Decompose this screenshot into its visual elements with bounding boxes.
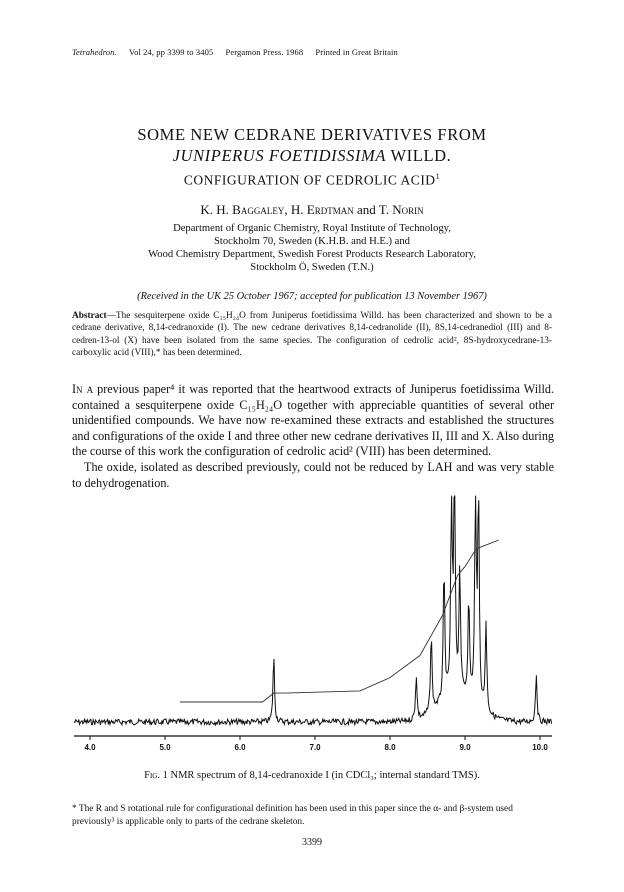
affiliation-line: Wood Chemistry Department, Swedish Forest Products Research Laboratory, bbox=[148, 249, 476, 260]
affiliations bbox=[0, 222, 624, 274]
page-number: 3399 bbox=[302, 837, 322, 848]
affiliation-line: Stockholm 70, Sweden (K.H.B. and H.E.) and bbox=[214, 236, 410, 247]
subtitle-ref: 1 bbox=[435, 172, 441, 181]
affiliation-line: Stockholm Ö, Sweden (T.N.) bbox=[250, 262, 374, 273]
author-1-surname: aggaley bbox=[240, 202, 285, 217]
x-tick-label: 4.0 bbox=[84, 743, 96, 752]
spectrum-trace bbox=[74, 496, 552, 725]
paragraph-2: The oxide, isolated as described previously, could not be reduced by LAH and was very stable to dehydrogenation. bbox=[72, 459, 554, 490]
figure-caption bbox=[0, 770, 624, 781]
x-tick-label: 10.0 bbox=[532, 743, 548, 752]
x-tick-label: 8.0 bbox=[384, 743, 396, 752]
received-dates: (Received in the UK 25 October 1967; accepted for publication 13 November 1967) bbox=[137, 291, 487, 302]
abstract-label: Abstract bbox=[72, 311, 107, 321]
x-ticks bbox=[84, 736, 548, 752]
abstract bbox=[72, 310, 552, 360]
footnote: * The R and S rotational rule for configurational definition has been used in this paper since the α- and β-system used previously³ is applicable only to parts of the cedrane skeleton. bbox=[72, 804, 513, 827]
spectrum-line bbox=[74, 496, 552, 725]
species-name: JUNIPERUS FOETIDISSIMA bbox=[172, 146, 387, 165]
paragraph-1 bbox=[72, 382, 554, 460]
author-2-surname: rdtman bbox=[314, 202, 354, 217]
x-tick-label: 9.0 bbox=[459, 743, 471, 752]
author-list bbox=[0, 202, 624, 218]
paper-subtitle bbox=[0, 172, 624, 189]
body-text bbox=[72, 382, 554, 491]
title-line-2 bbox=[0, 145, 624, 166]
x-tick-label: 7.0 bbox=[309, 743, 321, 752]
affiliation-line: Department of Organic Chemistry, Royal Institute of Technology, bbox=[173, 223, 451, 234]
journal-name: Tetrahedron. bbox=[72, 47, 117, 57]
x-tick-label: 6.0 bbox=[234, 743, 246, 752]
title-line-1: SOME NEW CEDRANE DERIVATIVES FROM bbox=[137, 125, 487, 144]
abstract-text: —The sesquiterpene oxide C₁₅H₂₄O from Juniperus foetidissima Willd. has been characterized and shown to be a cedrane derivative, 8,14-cedranoxide (I). The new cedrane derivatives 8,14-cedranolide (II), 8S,14-cedranediol (III) and 8-cedren-13-ol (X) have been isolated from the same species. The configuration of cedrolic acid², 8S-hydroxycedrane-13-carboxylic acid (VIII),* has been determined. bbox=[72, 311, 552, 359]
author-3-initials: and T. N bbox=[353, 202, 402, 217]
author-2-initials: , H. E bbox=[284, 202, 315, 217]
paper-title bbox=[0, 124, 624, 166]
subtitle-text: CONFIGURATION OF CEDROLIC ACID bbox=[183, 172, 436, 188]
running-header bbox=[72, 47, 408, 57]
authority: WILLD. bbox=[386, 146, 452, 165]
x-tick-label: 5.0 bbox=[159, 743, 171, 752]
paragraph-1-text: previous paper⁴ it was reported that the heartwood extracts of Juniperus foetidissima Willd. contained a sesquiterpene oxide C₁₅H₂₄O together with appreciable quantities of several other unidentified compounds. We have now re-examined these extracts and established the structures and configurations of the oxide I and three other new cedrane derivatives II, III and X. Also during the course of this work the configuration of cedrolic acid² (VIII) has been determined. bbox=[72, 382, 554, 459]
author-3-surname: orin bbox=[401, 202, 424, 217]
publisher: Pergamon Press. 1968 bbox=[225, 47, 304, 57]
author-1-initials: K. H. B bbox=[200, 202, 241, 217]
printed-in: Printed in Great Britain bbox=[315, 47, 398, 57]
nmr-spectrum-chart bbox=[60, 490, 560, 760]
figure-label: Fig bbox=[144, 770, 158, 781]
lead-in: In a bbox=[72, 382, 94, 396]
caption-text: . 1 NMR spectrum of 8,14-cedranoxide I (in CDCl₃; internal standard TMS). bbox=[157, 770, 480, 781]
volume-pages: Vol 24, pp 3399 to 3405 bbox=[128, 47, 214, 57]
